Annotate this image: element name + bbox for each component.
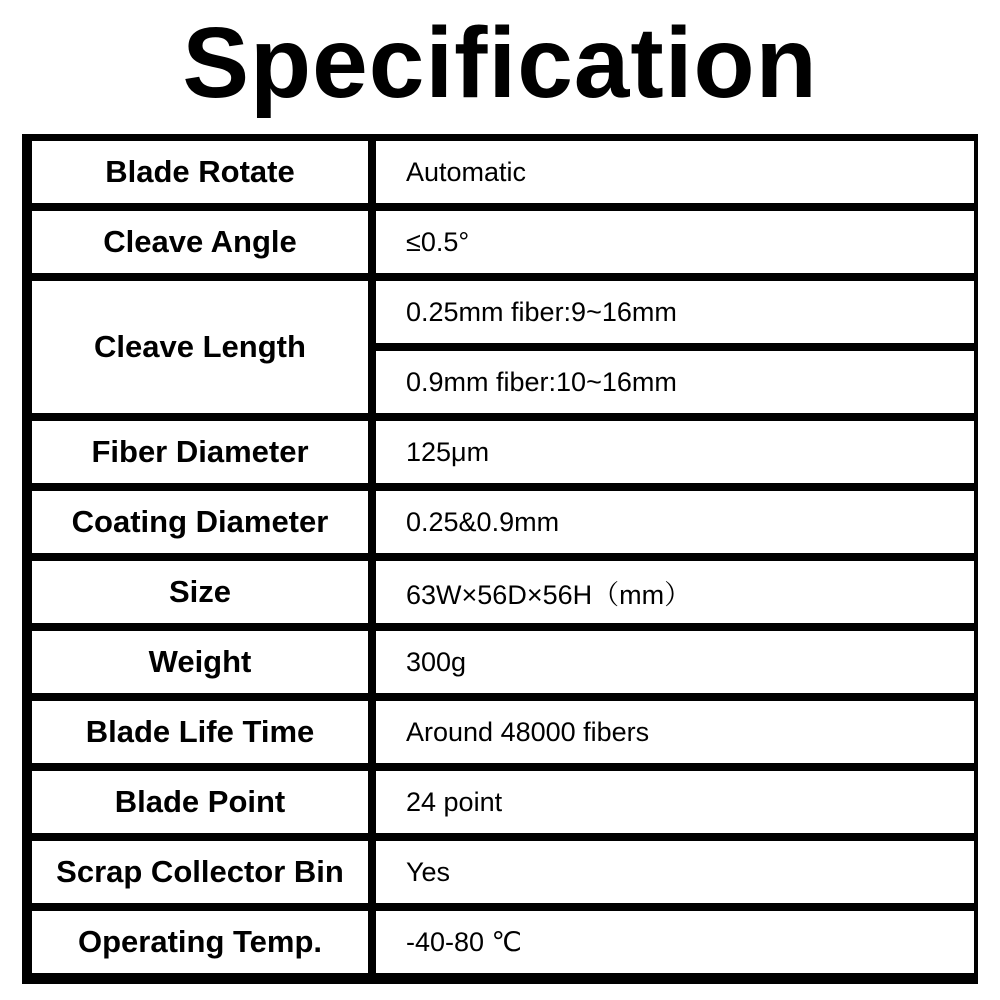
spec-value: 125μm <box>373 418 977 486</box>
spec-value: 0.9mm fiber:10~16mm <box>373 348 977 416</box>
spec-label: Scrap Collector Bin <box>29 838 371 906</box>
spec-label: Cleave Length <box>29 278 371 416</box>
spec-label: Cleave Angle <box>29 208 371 276</box>
spec-label: Blade Point <box>29 768 371 836</box>
spec-label: Fiber Diameter <box>29 418 371 486</box>
spec-value: Yes <box>373 838 977 906</box>
spec-label: Size <box>29 558 371 626</box>
spec-value: 0.25mm fiber:9~16mm <box>373 278 977 346</box>
spec-value: -40-80 ℃ <box>373 908 977 976</box>
spec-value: 24 point <box>373 768 977 836</box>
spec-value: Around 48000 fibers <box>373 698 977 766</box>
spec-label: Weight <box>29 628 371 696</box>
spec-value: Automatic <box>373 138 977 206</box>
spec-label: Blade Life Time <box>29 698 371 766</box>
spec-label: Coating Diameter <box>29 488 371 556</box>
spec-value: 0.25&0.9mm <box>373 488 977 556</box>
spec-value: 300g <box>373 628 977 696</box>
spec-label: Blade Rotate <box>29 138 371 206</box>
spec-value: ≤0.5° <box>373 208 977 276</box>
spec-label: Operating Temp. <box>29 908 371 976</box>
page-title: Specification <box>182 7 818 119</box>
spec-value: 63W×56D×56H（mm） <box>373 558 977 626</box>
spec-table <box>22 134 978 984</box>
